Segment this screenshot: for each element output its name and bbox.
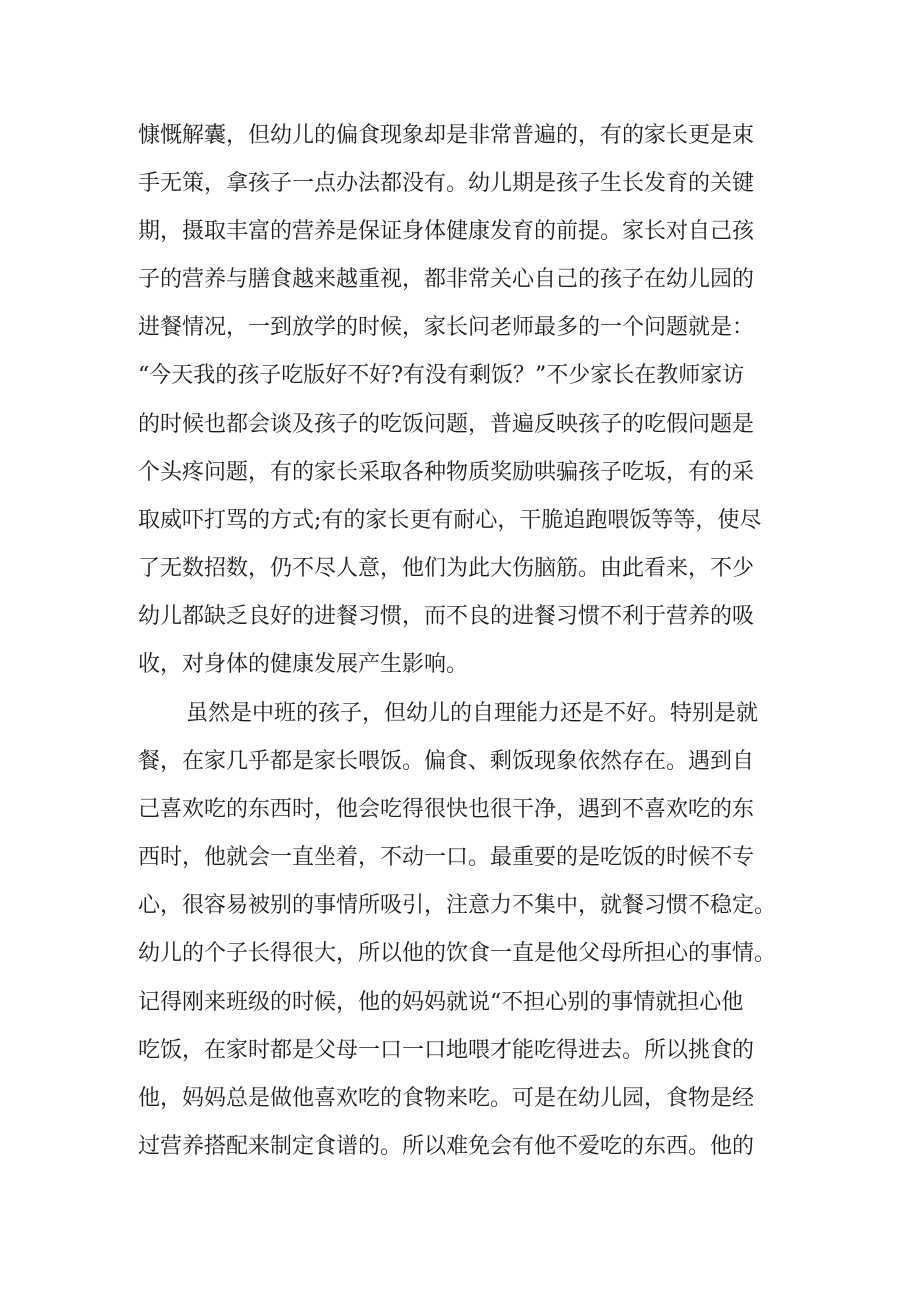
text-line: 收，对身体的健康发展产生影响。 bbox=[138, 652, 469, 678]
text-line: 慷慨解囊，但幼儿的偏食现象却是非常普遍的，有的家长更是束 bbox=[138, 123, 755, 148]
paragraph-2 bbox=[138, 690, 798, 1171]
text-line: 西时，他就会一直坐着，不动一口。最重要的是吃饭的时候不专 bbox=[138, 845, 755, 871]
text-line: 期，摄取丰富的营养是保证身体健康发育的前提。家长对自己孩 bbox=[138, 219, 755, 245]
text-line: 记得刚来班级的时候，他的妈妈就说“不担心别的事情就担心他 bbox=[138, 989, 744, 1015]
text-line: 的时候也都会谈及孩子的吃饭问题，普遍反映孩子的吃假问题是 bbox=[138, 411, 755, 437]
text-line: 手无策，拿孩子一点办法都没有。幼儿期是孩子生长发育的关键 bbox=[138, 171, 755, 197]
text-line: 吃饭，在家时都是父母一口一口地喂才能吃得进去。所以挑食的 bbox=[138, 1037, 755, 1063]
paragraph-1 bbox=[138, 112, 798, 689]
text-line: 取威吓打骂的方式;有的家长更有耐心，干脆追跑喂饭等等，使尽 bbox=[138, 507, 762, 533]
text-line: 幼儿都缺乏良好的进餐习惯，而不良的进餐习惯不利于营养的吸 bbox=[138, 603, 755, 629]
text-line: 幼儿的个子长得很大，所以他的饮食一直是他父母所担心的事情。 bbox=[138, 941, 777, 967]
text-line-indented: 虽然是中班的孩子，但幼儿的自理能力还是不好。特别是就 bbox=[186, 701, 759, 726]
text-line: 过营养搭配来制定食谱的。所以难免会有他不爱吃的东西。他的 bbox=[138, 1133, 755, 1159]
text-line: “今天我的孩子吃版好不好?有没有剩饭？”不少家长在教师家访 bbox=[138, 363, 745, 389]
text-line: 子的营养与膳食越来越重视，都非常关心自己的孩子在幼儿园的 bbox=[138, 267, 755, 293]
text-line: 个头疼问题，有的家长采取各种物质奖励哄骗孩子吃坂，有的采 bbox=[138, 459, 755, 485]
text-line: 餐，在家几乎都是家长喂饭。偏食、剩饭现象依然存在。遇到自 bbox=[138, 749, 755, 775]
text-line: 了无数招数，仍不尽人意，他们为此大伤脑筋。由此看来，不少 bbox=[138, 555, 755, 581]
text-line: 心，很容易被别的事情所吸引，注意力不集中，就餐习惯不稳定。 bbox=[138, 893, 777, 919]
text-line: 他，妈妈总是做他喜欢吃的食物来吃。可是在幼儿园，食物是经 bbox=[138, 1085, 755, 1111]
text-line: 进餐情况，一到放学的时候，家长问老师最多的一个问题就是： bbox=[138, 315, 755, 341]
text-line: 己喜欢吃的东西时，他会吃得很快也很干净，遇到不喜欢吃的东 bbox=[138, 797, 755, 823]
